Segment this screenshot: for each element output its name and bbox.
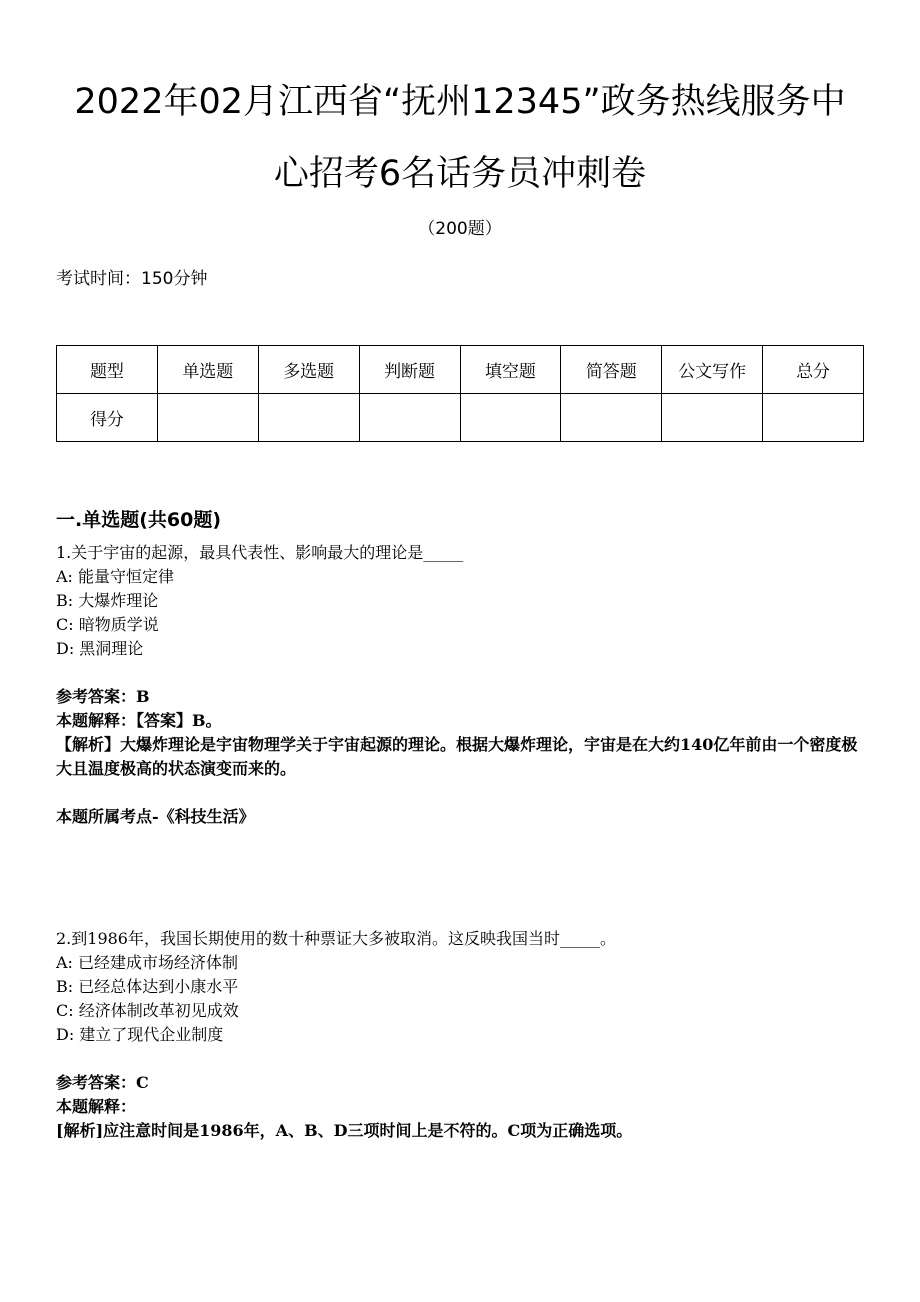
exam-time: 考试时间：150分钟	[56, 269, 208, 289]
score-table-header: 判断题	[359, 346, 460, 394]
score-table-header: 填空题	[460, 346, 561, 394]
question-option: C: 暗物质学说	[56, 615, 159, 634]
question-option: A: 已经建成市场经济体制	[56, 953, 239, 972]
question-2-answer-block	[56, 1071, 866, 1143]
question-stem: 2.到1986年，我国长期使用的数十种票证大多被取消。这反映我国当时_____。	[56, 929, 616, 948]
score-cell	[561, 394, 662, 442]
score-table-header: 题型	[57, 346, 158, 394]
score-row-label: 得分	[57, 394, 158, 442]
score-table-header: 简答题	[561, 346, 662, 394]
question-1-body	[56, 541, 866, 661]
answer-line: 参考答案：B	[56, 687, 150, 706]
question-option: C: 经济体制改革初见成效	[56, 1001, 239, 1020]
score-table-header: 多选题	[258, 346, 359, 394]
document-title-line-2: 心招考6名话务员冲刺卷	[273, 154, 647, 194]
score-cell	[258, 394, 359, 442]
score-cell	[157, 394, 258, 442]
explanation-body: 【解析】大爆炸理论是宇宙物理学关于宇宙起源的理论。根据大爆炸理论，宇宙是在大约140亿年前由一个密度极大且温度极高的状态演变而来的。	[56, 735, 858, 778]
answer-line: 参考答案：C	[56, 1073, 149, 1092]
score-cell	[763, 394, 864, 442]
score-table-header: 公文写作	[662, 346, 763, 394]
section-title: 一.单选题(共60题)	[56, 509, 222, 531]
question-option: B: 大爆炸理论	[56, 591, 159, 610]
question-option: A: 能量守恒定律	[56, 567, 175, 586]
score-table	[56, 345, 864, 442]
question-count: （200题）	[418, 219, 502, 239]
question-2-body	[56, 927, 866, 1047]
score-table-header: 单选题	[157, 346, 258, 394]
score-cell	[460, 394, 561, 442]
explanation-title: 本题解释：【答案】B。	[56, 711, 222, 730]
explanation-body: [解析]应注意时间是1986年，A、B、D三项时间上是不符的。C项为正确选项。	[56, 1121, 633, 1140]
question-1-answer-block	[56, 685, 866, 781]
explanation-title: 本题解释：	[56, 1097, 137, 1116]
question-1-topic: 本题所属考点-《科技生活》	[56, 807, 255, 826]
question-option: D: 黑洞理论	[56, 639, 144, 658]
question-option: D: 建立了现代企业制度	[56, 1025, 224, 1044]
question-option: B: 已经总体达到小康水平	[56, 977, 239, 996]
question-stem: 1.关于宇宙的起源，最具代表性、影响最大的理论是_____	[56, 543, 464, 562]
score-table-header-row	[57, 346, 864, 394]
score-table-score-row	[57, 394, 864, 442]
score-table-header: 总分	[763, 346, 864, 394]
score-cell	[359, 394, 460, 442]
document-title-line-1: 2022年02月江西省“抚州12345”政务热线服务中	[74, 82, 846, 122]
score-cell	[662, 394, 763, 442]
